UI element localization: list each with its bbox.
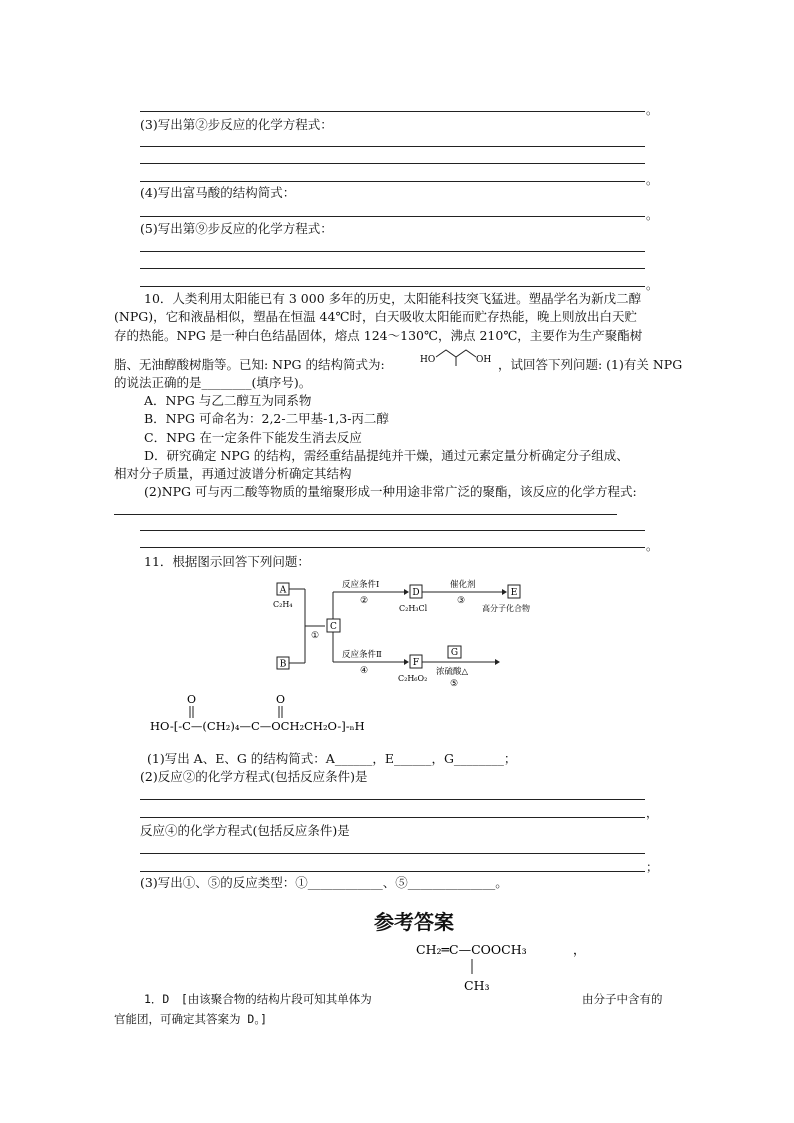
monomer-branch: CH₃ (464, 978, 490, 993)
carbonyl-o: O (276, 693, 286, 706)
arrowhead (495, 659, 500, 665)
step-5: ⑤ (450, 679, 459, 689)
catalyst: 催化剂 (450, 580, 476, 590)
label-c: C (330, 622, 337, 632)
answer-1: 1．D [由该聚合物的结构片段可知其单体为 (144, 992, 372, 1006)
q11-sub2: (2)反应②的化学方程式(包括反应条件)是 (140, 769, 368, 784)
answer-line[interactable] (140, 817, 645, 818)
polymer-formula (150, 692, 450, 734)
arrowhead (404, 589, 409, 595)
label-g: G (450, 648, 459, 658)
npg-skeleton (436, 350, 476, 357)
arrowhead (502, 589, 507, 595)
period: 。 (646, 208, 659, 222)
answer-line[interactable] (114, 514, 617, 515)
step-1: ① (311, 631, 320, 641)
q11-sub1: (1)写出 A、E、G 的结构简式：A______，E______，G________； (147, 751, 517, 766)
answer-line[interactable] (140, 799, 645, 800)
label-b: B (279, 659, 287, 670)
answer-line[interactable] (140, 286, 645, 287)
semicolon: ； (646, 860, 659, 874)
answer-line[interactable] (140, 181, 645, 182)
answer-line[interactable] (140, 216, 645, 217)
q9-sub3-prompt: (3)写出第②步反应的化学方程式： (140, 117, 333, 132)
comma: ， (646, 806, 659, 820)
step-2: ② (360, 596, 369, 606)
npg-structure (418, 342, 498, 372)
answer-line[interactable] (140, 146, 645, 147)
e-label: 高分子化合物 (482, 604, 530, 613)
q11-sub3: (3)写出①、⑤的反应类型：①____________、⑤______________。 (140, 875, 508, 890)
q10-text-line: 的说法正确的是________(填序号)。 (114, 375, 312, 390)
q10-sub2-prompt: (2)NPG 可与丙二酸等物质的量缩聚形成一种用途非常广泛的聚酯，该反应的化学方程式: (144, 484, 637, 499)
answer-1-end: 由分子中含有的 (582, 992, 663, 1006)
q10-text-line: (NPG)，它和液晶相似，塑晶在恒温 44℃时，白天吸收太阳能而贮存热能，晚上则放出白天贮 (114, 309, 637, 324)
answers-heading: 参考答案 (374, 910, 454, 934)
q9-sub5-prompt: (5)写出第⑨步反应的化学方程式： (140, 221, 333, 236)
period: 。 (646, 539, 659, 553)
cond-1: 反应条件Ⅰ (342, 580, 380, 590)
oh-label: OH (476, 355, 492, 365)
carbonyl-o: O (187, 693, 197, 706)
period: 。 (646, 278, 659, 292)
label-a: A (279, 585, 287, 596)
answer-line[interactable] (140, 547, 645, 548)
answer-1-cont: 官能团，可确定其答案为 D。] (114, 1012, 268, 1026)
q9-sub4-prompt: (4)写出富马酸的结构简式： (140, 185, 296, 200)
ho-label: HO (420, 355, 436, 365)
q11-intro: 11．根据图示回答下列问题： (144, 554, 310, 569)
q10-option-d[interactable]: D．研究确定 NPG 的结构，需经重结晶提纯并干燥，通过元素定量分析确定分子组成、 (144, 448, 629, 463)
q10-option-d-cont: 相对分子质量，再通过波谱分析确定其结构 (114, 466, 352, 481)
answer-line[interactable] (140, 268, 645, 269)
f-formula: C₂H₆O₂ (398, 674, 428, 683)
q10-option-c[interactable]: C．NPG 在一定条件下能发生消去反应 (144, 430, 362, 445)
reaction-diagram (270, 580, 570, 690)
q10-text-line: ，试回答下列问题: (1)有关 NPG (498, 357, 683, 372)
answer-line[interactable] (140, 853, 645, 854)
step-4: ④ (360, 666, 369, 676)
answer-line[interactable] (140, 530, 645, 531)
period: 。 (646, 173, 659, 187)
answer-line[interactable] (140, 871, 645, 872)
monomer-main: CH₂═C—COOCH₃ (416, 942, 527, 957)
monomer-tail: ， (573, 942, 586, 957)
q10-text-line: 脂、无油醇酸树脂等。已知: NPG 的结构简式为: (114, 357, 385, 372)
monomer-formula (416, 938, 616, 998)
label-f: F (412, 658, 420, 668)
step-3: ③ (457, 596, 466, 606)
answer-line[interactable] (140, 111, 645, 112)
a-formula: C₂H₄ (273, 600, 293, 609)
label-e: E (510, 588, 518, 598)
q11-sub2b: 反应④的化学方程式(包括反应条件)是 (140, 823, 350, 838)
polymer-chain: HO-[-C—(CH₂)₄—C—OCH₂CH₂O-]-ₙH (150, 719, 365, 733)
d-formula: C₂H₃Cl (399, 604, 428, 613)
answer-line[interactable] (140, 163, 645, 164)
period: 。 (646, 103, 659, 117)
acid: 浓硫酸△ (436, 667, 469, 677)
q10-option-b[interactable]: B．NPG 可命名为：2,2-二甲基-1,3-丙二醇 (144, 411, 389, 426)
q10-option-a[interactable]: A．NPG 与乙二醇互为同系物 (144, 393, 312, 408)
cond-2: 反应条件Ⅱ (342, 650, 382, 660)
q10-text-line: 存的热能。NPG 是一种白色结晶固体，熔点 124～130℃，沸点 210℃，主要作为生产聚酯树 (114, 328, 643, 343)
label-d: D (412, 588, 420, 598)
arrowhead (404, 659, 409, 665)
q10-text-line: 10．人类利用太阳能已有 3 000 多年的历史，太阳能科技突飞猛进。塑晶学名为新戊二醇 (144, 291, 642, 306)
answer-line[interactable] (140, 251, 645, 252)
